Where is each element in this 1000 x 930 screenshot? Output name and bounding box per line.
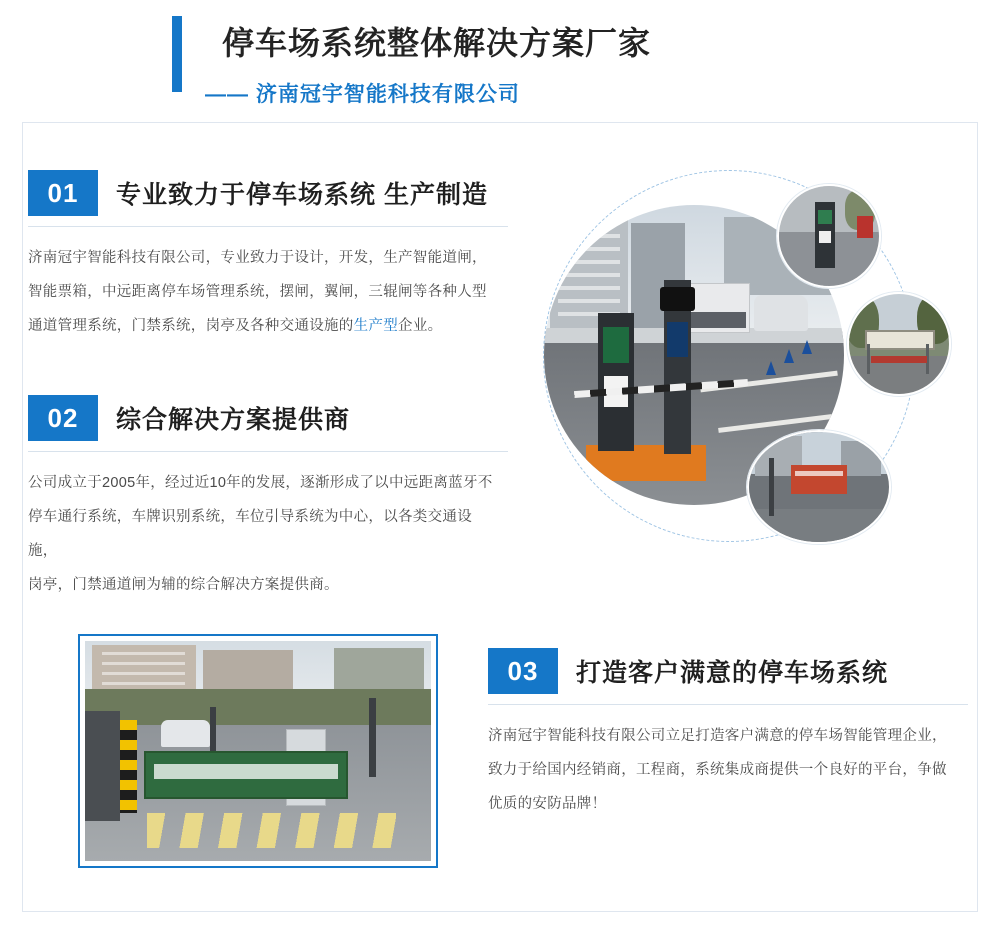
section-02-body-line: 公司成立于2005年，经过近10年的发展，逐渐形成了以中远距离蓝牙不 bbox=[28, 475, 493, 491]
page-title: 停车场系统整体解决方案厂家 bbox=[222, 25, 652, 61]
thumbnail-photo-2 bbox=[847, 292, 951, 396]
section-03-divider bbox=[488, 704, 968, 705]
section-01-highlight: 生产型 bbox=[353, 318, 399, 334]
thumbnail-photo-3 bbox=[747, 430, 891, 544]
section-02-title: 综合解决方案提供商 bbox=[116, 406, 351, 434]
section-02 bbox=[28, 395, 528, 602]
page-subtitle: —— 济南冠宇智能科技有限公司 bbox=[205, 83, 520, 106]
section-01-body-line: 济南冠宇智能科技有限公司，专业致力于设计，开发，生产智能道闸， bbox=[28, 250, 487, 266]
section-03 bbox=[488, 648, 978, 821]
page-header bbox=[0, 0, 1000, 110]
section-02-number: 02 bbox=[28, 395, 98, 441]
thumbnail-photo-1 bbox=[777, 184, 881, 288]
section-03-body-line: 致力于给国内经销商，工程商，系统集成商提供一个良好的平台，争做 bbox=[488, 762, 947, 778]
section-02-divider bbox=[28, 451, 508, 452]
section-03-body bbox=[488, 719, 966, 821]
section-02-body-line: 岗亭，门禁通道闸为辅的综合解决方案提供商。 bbox=[28, 577, 339, 593]
photo-scene-sign-gate bbox=[849, 294, 949, 394]
section-01-body bbox=[28, 241, 498, 343]
section-01 bbox=[28, 170, 528, 343]
section-01-divider bbox=[28, 226, 508, 227]
bottom-photo bbox=[85, 641, 431, 861]
section-03-number: 03 bbox=[488, 648, 558, 694]
section-03-body-line: 优质的安防品牌！ bbox=[488, 796, 607, 812]
section-03-body-line: 济南冠宇智能科技有限公司立足打造客户满意的停车场智能管理企业， bbox=[488, 728, 947, 744]
section-01-title: 专业致力于停车场系统 生产制造 bbox=[116, 181, 488, 209]
section-02-body-line: 停车通行系统，车牌识别系统，车位引导系统为中心，以各类交通设施， bbox=[28, 509, 472, 559]
section-01-body-line: 智能票箱，中远距离停车场管理系统，摆闸，翼闸，三辊闸等各种人型 bbox=[28, 284, 487, 300]
section-01-number: 01 bbox=[28, 170, 98, 216]
photo-cluster bbox=[525, 160, 975, 560]
section-02-body bbox=[28, 466, 498, 602]
bottom-photo-frame bbox=[78, 634, 438, 868]
section-03-title: 打造客户满意的停车场系统 bbox=[576, 659, 889, 687]
photo-scene-residential-gate bbox=[85, 641, 431, 861]
photo-scene-terminal bbox=[779, 186, 879, 286]
section-01-body-line: 通道管理系统，门禁系统，岗亭及各种交通设施的生产型企业。 bbox=[28, 318, 443, 334]
photo-scene-street-banner bbox=[749, 432, 889, 542]
header-accent-bar bbox=[172, 16, 182, 92]
